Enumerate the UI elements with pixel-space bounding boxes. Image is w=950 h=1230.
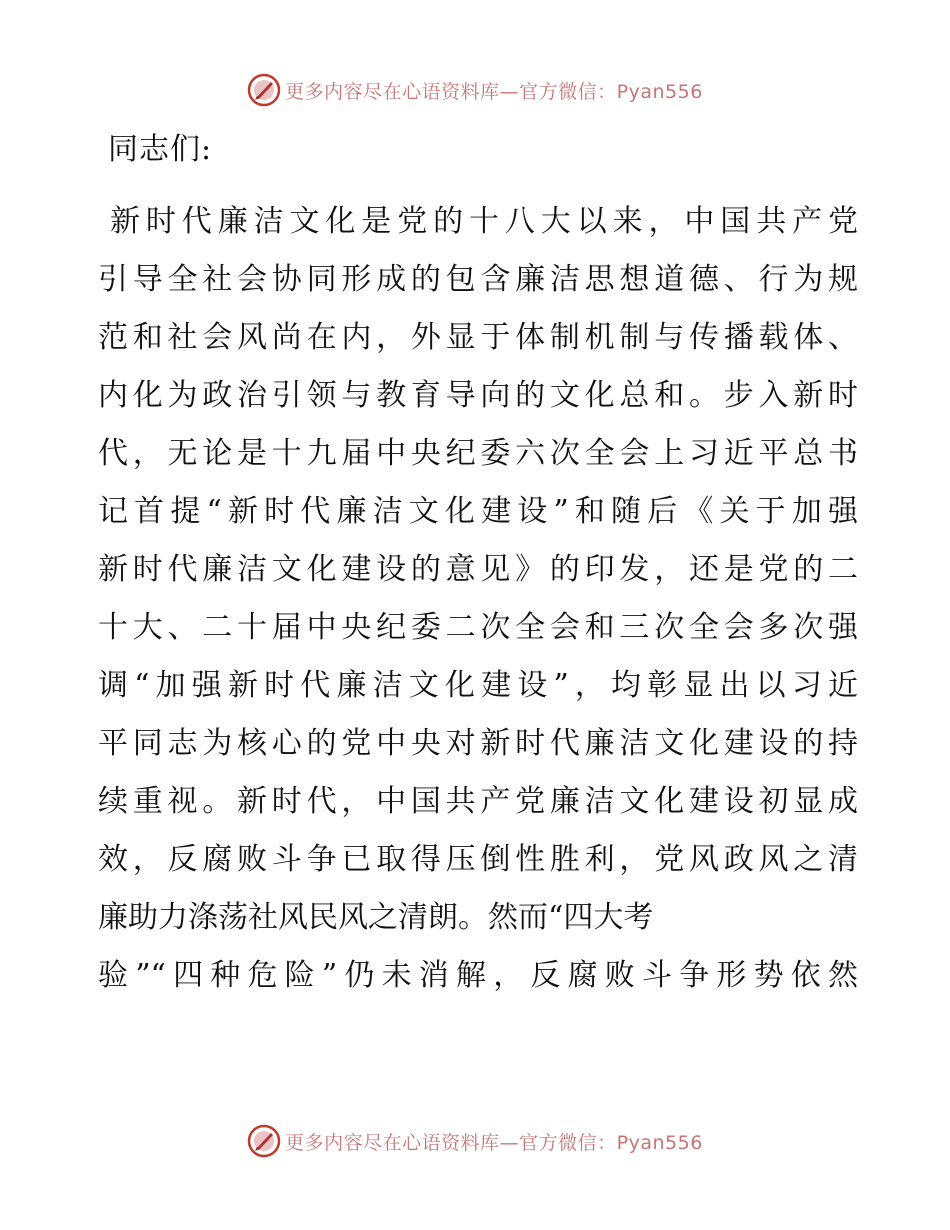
paragraph-line: 内化为政治引领与教育导向的文化总和。步入新时	[98, 378, 858, 413]
header-banner	[0, 70, 950, 110]
paragraph-line: 平同志为核心的党中央对新时代廉洁文化建设的持	[98, 726, 858, 761]
paragraph-line: 范和社会风尚在内，外显于体制机制与传播载体、	[98, 320, 858, 355]
body-paragraph	[98, 193, 858, 1005]
paragraph-line: 引导全社会协同形成的包含廉洁思想道德、行为规	[98, 262, 858, 297]
paragraph-line: 调“加强新时代廉洁文化建设”，均彰显出以习近	[98, 668, 858, 703]
quill-logo-icon	[247, 1124, 281, 1158]
paragraph-line: 新时代廉洁文化是党的十八大以来，中国共产党	[110, 204, 858, 239]
paragraph-line: 记首提“新时代廉洁文化建设”和随后《关于加强	[98, 494, 858, 529]
paragraph-line: 新时代廉洁文化建设的意见》的印发，还是党的二	[98, 552, 858, 587]
paragraph-line: 效，反腐败斗争已取得压倒性胜利，党风政风之清	[98, 842, 858, 877]
paragraph-line: 十大、二十届中央纪委二次全会和三次全会多次强	[98, 610, 858, 645]
paragraph-line: 验”“四种危险”仍未消解，反腐败斗争形势依然	[98, 958, 858, 993]
paragraph-line: 代，无论是十九届中央纪委六次全会上习近平总书	[98, 436, 858, 471]
footer-banner-text: 更多内容尽在心语资料库—官方微信：Pyan556	[285, 1131, 703, 1154]
salutation: 同志们:	[108, 132, 213, 167]
paragraph-line: 廉助力涤荡社风民风之清朗。然而“四大考	[98, 900, 654, 935]
paragraph-line: 续重视。新时代，中国共产党廉洁文化建设初显成	[98, 784, 858, 819]
footer-banner	[0, 1121, 950, 1161]
quill-logo-icon	[247, 73, 281, 107]
header-banner-text: 更多内容尽在心语资料库—官方微信：Pyan556	[285, 80, 703, 103]
